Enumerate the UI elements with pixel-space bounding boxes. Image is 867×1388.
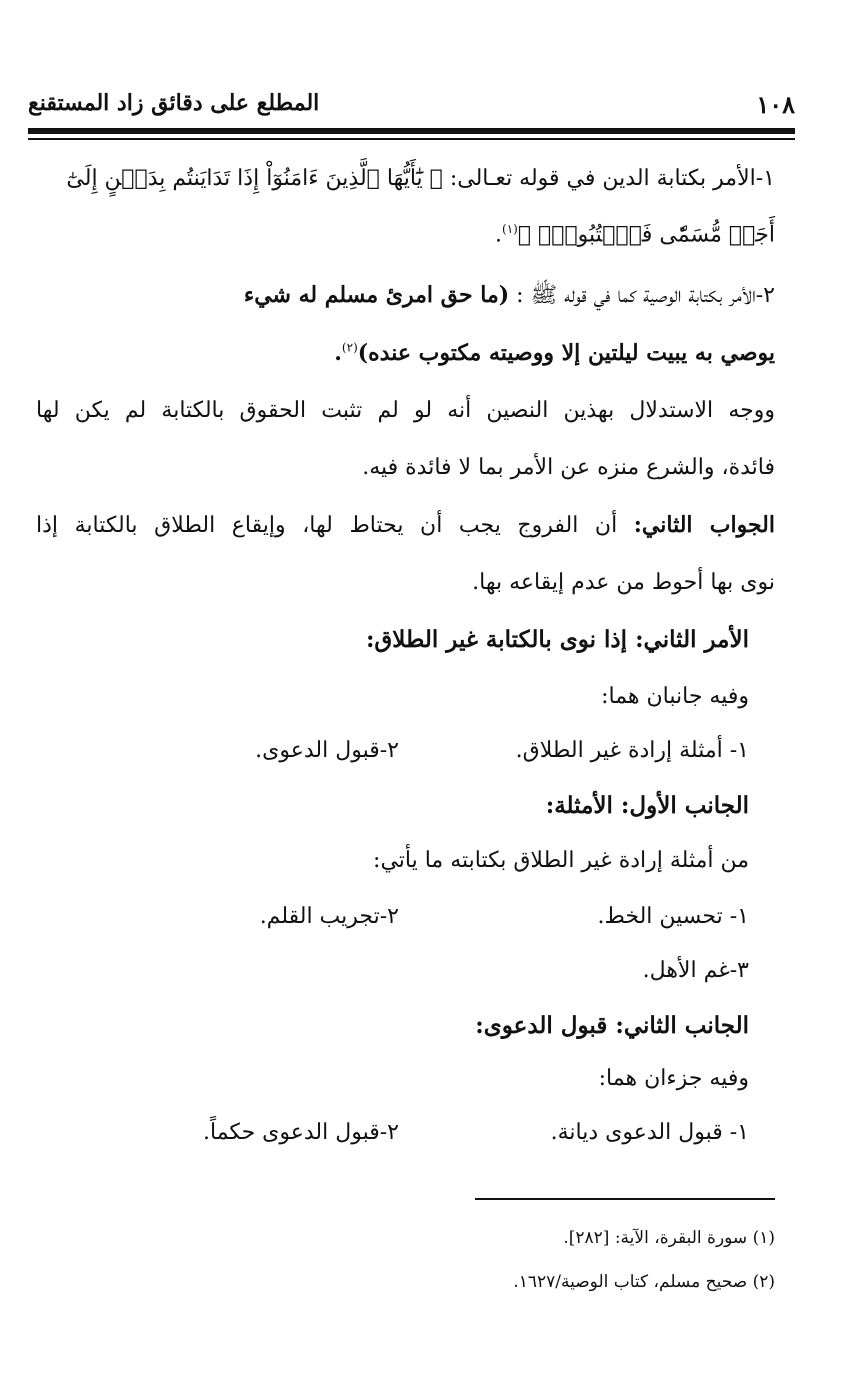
paragraph-4-line-1	[36, 512, 775, 539]
paragraph-2-line-1	[244, 282, 775, 309]
footnote-ref-1: (١)	[502, 222, 518, 236]
second-answer-label: الجواب الثاني:	[633, 512, 775, 538]
example-3: ٣-غم الأهل.	[642, 958, 749, 983]
hadith-text-start: (ما حق امرئ مسلم له شيء	[243, 282, 510, 308]
footnote-separator	[475, 1198, 775, 1200]
header-rule-thin	[28, 138, 795, 140]
two-sides-intro: وفيه جانبان هما:	[601, 684, 749, 709]
running-title: المطلع على دقائق زاد المستقنع	[28, 90, 320, 116]
header-rule-thick	[28, 128, 795, 134]
footnote-ref-2: (٢)	[341, 340, 358, 355]
side-item-2: ٢-قبول الدعوى.	[255, 738, 399, 763]
heading-first-side: الجانب الأول: الأمثلة:	[545, 792, 749, 819]
two-parts-intro: وفيه جزءان هما:	[598, 1066, 749, 1091]
paragraph-3-line-1: ووجه الاستدلال بهذين النصين أنه لو لم تثبت الحقوق بالكتابة لم يكن لها	[36, 398, 775, 423]
heading-second-side: الجانب الثاني: قبول الدعوى:	[475, 1012, 749, 1039]
page-header	[28, 90, 795, 122]
paragraph-2-intro: ٢-الأمر بكتابة الوصية كما في قوله ﷺ :	[509, 283, 775, 308]
example-1: ١- تحسين الخط.	[597, 904, 749, 929]
paragraph-3-line-2: فائدة، والشرع منزه عن الأمر بما لا فائدة فيه.	[362, 455, 775, 480]
footnote-2: (٢) صحيح مسلم، كتاب الوصية/١٦٢٧.	[513, 1272, 775, 1292]
paragraph-2-line-2: يوصي به يبيت ليلتين إلا ووصيته مكتوب عنده)$^{(٢)}$.	[334, 340, 775, 366]
examples-intro: من أمثلة إرادة غير الطلاق بكتابته ما يأتي:	[373, 848, 749, 873]
paragraph-1-line-1: ١-الأمر بكتابة الدين في قوله تعـالى: ﴿ يَٰٓأَيُّهَا ٱلَّذِينَ ءَامَنُوٓاْ إِذَا تَدَايَنتُم بِدَيۡنٍ إِلَىٰٓ	[66, 166, 775, 191]
part-2: ٢-قبول الدعوى حكماً.	[203, 1120, 399, 1145]
footnote-1: (١) سورة البقرة، الآية: [٢٨٢].	[563, 1228, 775, 1248]
heading-second-matter: الأمر الثاني: إذا نوى بالكتابة غير الطلاق:	[365, 626, 749, 653]
paragraph-1-line-2: أَجَلٖ مُّسَمّٗى فَٱكۡتُبُوهُۚ ﴾$^{(١)}$.	[495, 222, 775, 248]
quran-verse-end: أَجَلٖ مُّسَمّٗى فَٱكۡتُبُوهُۚ ﴾	[517, 222, 775, 248]
second-answer-text: أن الفروج يجب أن يحتاط لها، وإيقاع الطلاق بالكتابة إذا	[36, 513, 634, 538]
side-item-1: ١- أمثلة إرادة غير الطلاق.	[515, 738, 749, 763]
paragraph-4-line-2: نوى بها أحوط من عدم إيقاعه بها.	[472, 570, 775, 595]
example-2: ٢-تجريب القلم.	[259, 904, 399, 929]
hadith-text-end: يوصي به يبيت ليلتين إلا ووصيته مكتوب عنده)	[357, 340, 775, 366]
page-number: ١٠٨	[756, 90, 795, 119]
part-1: ١- قبول الدعوى ديانة.	[550, 1120, 749, 1145]
